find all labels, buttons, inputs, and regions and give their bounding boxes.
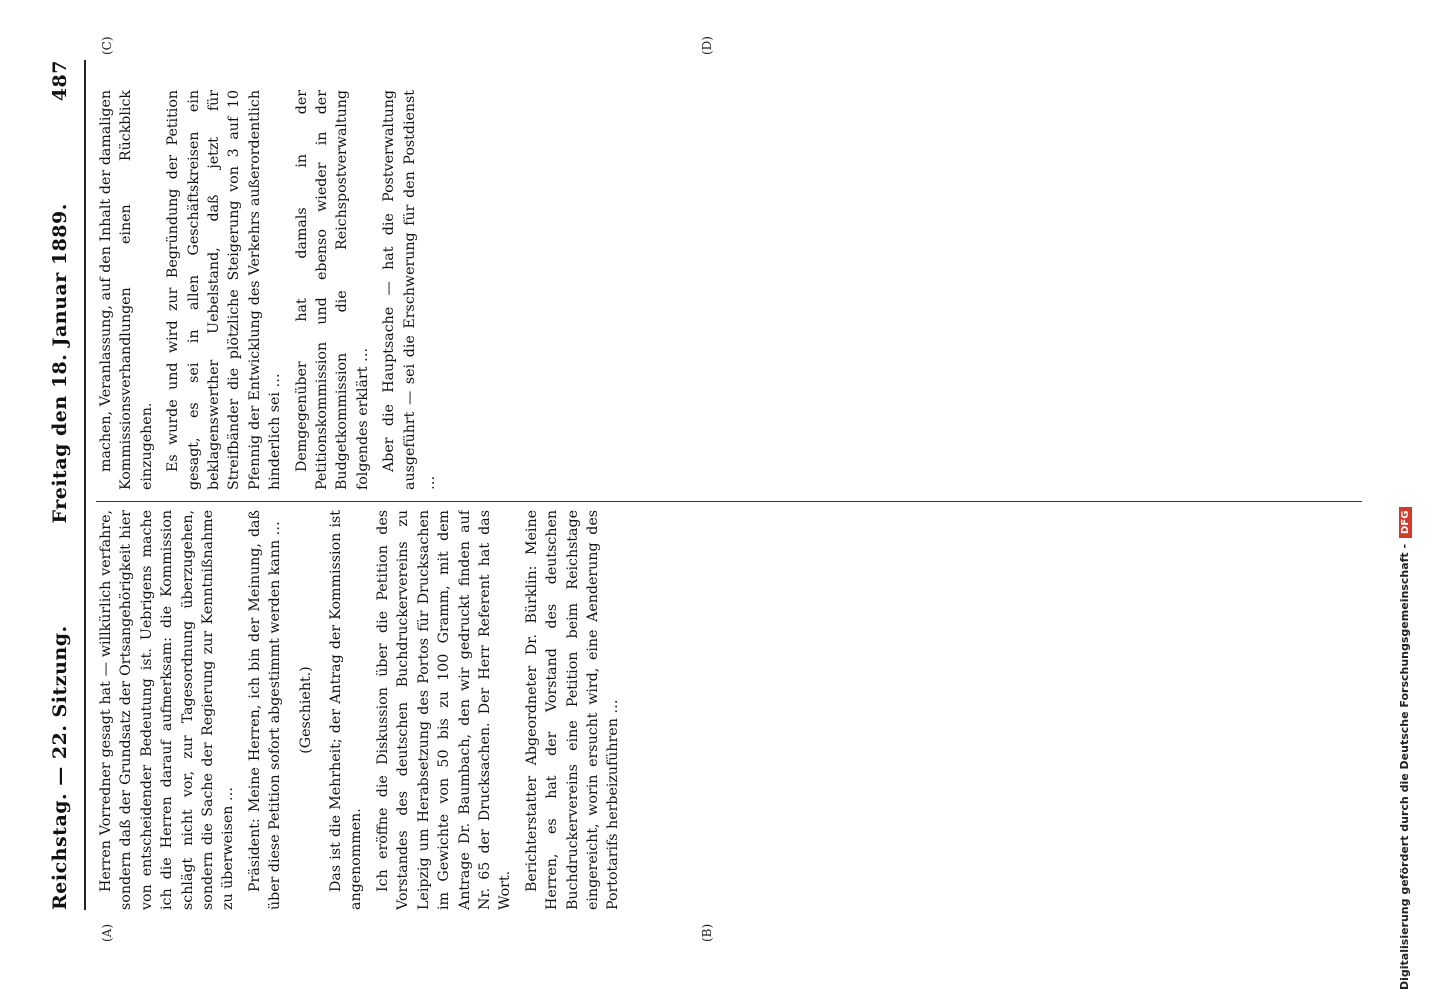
left-paragraph-1: Herren Vorredner gesagt hat — willkürlich verfahre, sondern daß der Grundsatz der Ortsangehörigkeit hier von entscheidender Bedeutung ist. Uebrigens mache ich die Herren darauf aufmerksam: die Kommission schlägt nicht vor, zur Tagesordnung überzugehen, sondern die Sache der Regierung zur Kenntnißnahme zu überweisen …: [98, 510, 237, 910]
margin-marker-a: (A): [100, 923, 114, 942]
header-left: Reichstag. — 22. Sitzung.: [49, 625, 71, 910]
right-paragraph-4: Aber die Hauptsache — hat die Postverwaltung ausgeführt — sei die Erschwerung für den Postdienst …: [381, 90, 439, 490]
dfg-logo: DFG: [1399, 507, 1412, 538]
right-paragraph-3: Demgegenüber hat damals in der Petitionskommission und ebenso wieder in der Budgetkommission die Reichspostverwaltung folgendes erklärt …: [293, 90, 371, 490]
margin-marker-c: (C): [100, 36, 114, 55]
right-paragraph-1: machen, Veranlassung, auf den Inhalt der damaligen Kommissionsverhandlungen einen Rückblick einzugehen.: [98, 90, 155, 490]
left-paragraph-5: Ich eröffne die Diskussion über die Petition des Vorstandes des deutschen Buchdruckervereins zu Leipzig um Herabsetzung des Portos für Drucksachen im Gewichte von 50 bis zu 100 Gramm, mit dem Antrage Dr. Baumbach, den wir gedruckt finden auf Nr. 65 der Drucksachen. Der Herr Referent hat das Wort.: [374, 510, 514, 910]
dfg-credit: [1398, 507, 1412, 990]
left-column: [96, 510, 1362, 910]
left-paragraph-6: Berichterstatter Abgeordneter Dr. Bürklin: Meine Herren, es hat der Vorstand des deutschen Buchdruckervereins eine Petition beim Reichstage eingereicht, worin ersucht wird, eine Aenderung des Portotarifs herbeizuführen …: [523, 510, 622, 910]
margin-marker-d: (D): [700, 36, 714, 55]
right-paragraph-2: Es wurde und wird zur Begründung der Petition gesagt, es sei in allen Geschäftskreisen ein beklagenswerther Uebelstand, daß jetzt für Streifbänder die plötzliche Steigerung von 3 auf 10 Pfennig der Entwicklung des Verkehrs außerordentlich hinderlich sei …: [165, 90, 284, 490]
left-paragraph-2: Präsident: Meine Herren, ich bin der Meinung, daß über diese Petition sofort abgestimmt werden kann …: [246, 510, 284, 910]
right-column: [96, 90, 1362, 490]
header-rule: [84, 60, 86, 910]
column-divider: [96, 501, 1362, 502]
left-paragraph-3: (Geschieht.): [297, 666, 314, 754]
left-paragraph-4: Das ist die Mehrheit; der Antrag der Kommission ist angenommen.: [328, 510, 365, 910]
header-date: Freitag den 18. Januar 1889.: [49, 203, 71, 524]
page-number: 487: [49, 60, 71, 102]
page-header: [40, 60, 80, 910]
credit-text: Digitalisierung gefördert durch die Deutsche Forschungsgemeinschaft -: [1398, 543, 1411, 990]
margin-marker-b: (B): [700, 923, 714, 942]
